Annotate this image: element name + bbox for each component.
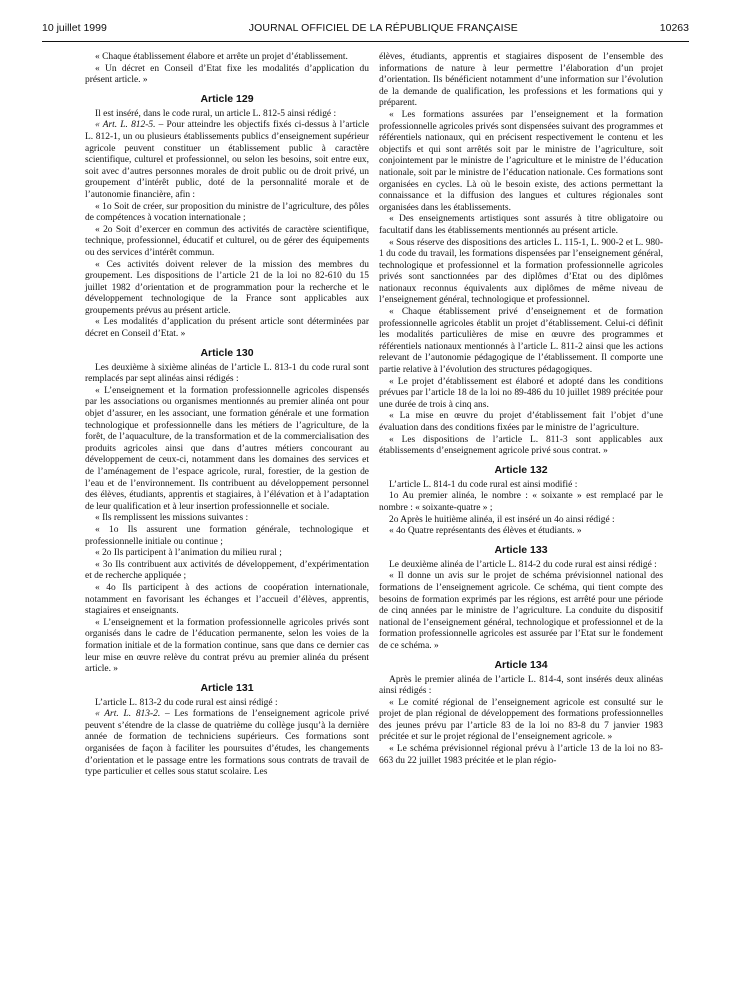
article-131-title: Article 131	[200, 681, 254, 694]
paragraph: « L’enseignement et la formation professionnelle agricoles privés sont organisés dans le cadre de l’éducation permanente, selon les voies de la formation initiale et de la formation continue, sans que dans ce dernier cas leur mise en œuvre relève du contrat prévu au premier alinéa du présent article. »	[85, 617, 369, 675]
paragraph: « 2o Soit d’exercer en commun des activités de caractère scientifique, technique, professionnel, éducatif et culturel, ou de gérer des équipements ou des services d’intérêt commun.	[85, 224, 369, 258]
paragraph	[85, 120, 369, 201]
paragraph: « L’enseignement et la formation professionnelle agricoles dispensés par les associations ou organismes mentionnés au premier alinéa ont pour objet d’assurer, en les associant, une formation générale et une formation technologique et professionnelle dans les métiers de l’agriculture, de la forêt, de l’aquaculture, de la transformation et de la commercialisation des produits agricoles ainsi que dans d’autres métiers concourant au développement de ceux-ci, notamment dans les domaines des services et de l’aménagement de l’espace agricole, rural, forestier, de la gestion de l’eau et de l’environnement. Ils contribuent au développement personnel des élèves, étudiants, apprentis et stagiaires, à l’élévation et à l’adaptation de leur qualification et à leur insertion professionnelle et sociale.	[85, 385, 369, 512]
paragraph: « Les modalités d’application du présent article sont déterminées par décret en Conseil d’Etat. »	[85, 317, 369, 340]
text-columns	[85, 52, 663, 982]
article-ref: « Art. L. 812-5.	[95, 120, 156, 131]
article-134-title: Article 134	[494, 658, 548, 671]
paragraph: « La mise en œuvre du projet d’établissement fait l’objet d’une évaluation dans des conditions fixées par le ministre de l’agriculture.	[379, 411, 663, 433]
paragraph: « Le projet d’établissement est élaboré et adopté dans les conditions prévues par l’article 18 de la loi no 89-486 du 10 juillet 1989 précitée pour une durée de trois à cinq ans.	[379, 376, 663, 410]
paragraph: L’article L. 813-2 du code rural est ainsi rédigé :	[95, 697, 278, 708]
left-column	[85, 52, 369, 982]
paragraph: « 4o Ils participent à des actions de coopération internationale, notamment en favorisant les échanges et l’accueil d’élèves, apprentis, stagiaires et enseignants.	[85, 582, 369, 617]
paragraph	[85, 709, 369, 779]
paragraph: « Les formations assurées par l’enseignement et la formation professionnelle agricoles privés sont dispensées suivant des programmes et référentiels nationaux, qui en précisent respectivement le contenu et les objectifs et qui sont arrêtés soit par le ministre de l’agriculture, soit conjointement par le ministre de l’agriculture et le ministre de l’éducation nationale, soit par le ministre de l’éducation nationale. Ces formations sont organisées en cycles. Là où le besoin existe, des actions permettant la connaissance et la diffusion des langues et cultures régionales sont organisées dans les établissements.	[379, 109, 663, 213]
paragraph: élèves, étudiants, apprentis et stagiaires disposent de l’ensemble des informations de nature à leur permettre l’élaboration d’un projet d’orientation. Ils bénéficient notamment d’une information sur l’évolution de la demande de qualification, les professions et les formations qui y préparent.	[379, 52, 663, 109]
header-date: 10 juillet 1999	[42, 22, 107, 34]
article-ref: « Art. L. 813-2.	[95, 709, 161, 720]
article-132-title: Article 132	[494, 463, 548, 476]
paragraph: Le deuxième alinéa de l’article L. 814-2 du code rural est ainsi rédigé :	[389, 559, 657, 570]
paragraph: « Chaque établissement élabore et arrête un projet d’établissement.	[95, 52, 348, 62]
paragraph: L’article L. 814-1 du code rural est ainsi modifié :	[389, 479, 578, 490]
paragraph-text: – Les formations de l’enseignement agricole privé peuvent s’étendre de la classe de quatrième du collège jusqu’à la dernière année de formation de techniciens supérieurs. Ces formations sont organisées de façon à faciliter les poursuites d’études, les changements d’orientation et le passage entre les formations sous contrats de travail de type particulier et celles sous statut scolaire. Les	[85, 709, 370, 778]
article-129-title: Article 129	[200, 92, 254, 105]
header-rule	[42, 41, 689, 42]
paragraph: « 3o Ils contribuent aux activités de développement, d’expérimentation et de recherche appliquée ;	[85, 559, 369, 582]
paragraph: 2o Après le huitième alinéa, il est inséré un 4o ainsi rédigé :	[389, 514, 615, 525]
right-column	[379, 52, 663, 982]
paragraph: 1o Au premier alinéa, le nombre : « soixante » est remplacé par le nombre : « soixante-quatre » ;	[379, 491, 663, 513]
article-130-title: Article 130	[200, 346, 254, 359]
paragraph-text: – Pour atteindre les objectifs fixés ci-dessus à l’article L. 812-1, un ou plusieurs établissements publics d’enseignement supérieur agricole peuvent constituer un établissement public à caractère scientifique, culturel et professionnel, ou selon les besoins, soit entre eux, soit avec d’autres personnes morales de droit public ou de droit privé, un groupement d’intérêt public, doté de la personnalité morale et de l’autonomie financière, afin :	[85, 120, 370, 200]
paragraph: « 4o Quatre représentants des élèves et étudiants. »	[389, 526, 582, 537]
paragraph: « Chaque établissement privé d’enseignement et de formation professionnelle agricoles établit un projet d’établissement. Celui-ci définit les modalités particulières de mise en œuvre des programmes et référentiels nationaux mentionnés à l’article L. 811-2 ainsi que les actions relevant de l’autonomie pédagogique de l’établissement. Il comporte une partie relative à l’évolution des structures pédagogiques.	[379, 307, 663, 376]
paragraph: « Sous réserve des dispositions des articles L. 115-1, L. 900-2 et L. 980-1 du code du travail, les formations dispensées par l’enseignement général, technologique et professionnel et la formation professionnelle agricoles privés sont sanctionnées par des diplômes d’Etat ou des diplômes nationaux reconnus équivalents aux diplômes de même niveau de l’enseignement général, technologique et professionnel.	[379, 237, 663, 306]
header-page-number: 10263	[659, 22, 689, 34]
paragraph: « Il donne un avis sur le projet de schéma prévisionnel national des formations de l’enseignement agricole. Ce schéma, qui tient compte des besoins de formation exprimés par les régions, est arrêté pour une période de cinq années par le ministre de l’agriculture. La conduite du dispositif national de l’enseignement général, technologique et professionnel et de la formation professionnelle agricoles est assurée par l’Etat sur le fondement de ce schéma. »	[379, 571, 663, 651]
article-133-title: Article 133	[494, 543, 548, 556]
paragraph: Après le premier alinéa de l’article L. 814-4, sont insérés deux alinéas ainsi rédigés :	[379, 674, 663, 697]
paragraph: « Des enseignements artistiques sont assurés à titre obligatoire ou facultatif dans les établissements mentionnés au présent article.	[379, 214, 663, 236]
paragraph: « Ces activités doivent relever de la mission des membres du groupement. Les dispositions de l’article 21 de la loi no 82-610 du 15 juillet 1982 d’orientation et de programmation pour la recherche et le développement technologique de la France sont applicables aux groupements prévus au présent article.	[85, 259, 369, 316]
paragraph: « Le schéma prévisionnel régional prévu à l’article 13 de la loi no 83-663 du 22 juillet 1983 précitée et le plan régio-	[379, 744, 663, 766]
paragraph: « 1o Soit de créer, sur proposition du ministre de l’agriculture, des pôles de compétences à vocation internationale ;	[85, 201, 369, 224]
page-header	[42, 22, 689, 40]
paragraph: « 1o Ils assurent une formation générale, technologique et professionnelle initiale ou continue ;	[85, 524, 369, 547]
paragraph: « Le comité régional de l’enseignement agricole est consulté sur le projet de plan régional de développement des formations professionnelles des jeunes prévu par l’article 83 de la loi no 83-8 du 7 janvier 1983 précitée et sur le projet régional de l’enseignement agricole. »	[379, 697, 663, 743]
paragraph: Les deuxième à sixième alinéas de l’article L. 813-1 du code rural sont remplacés par sept alinéas ainsi rédigés :	[85, 362, 369, 385]
paragraph: « 2o Ils participent à l’animation du milieu rural ;	[95, 548, 282, 559]
paragraph: « Ils remplissent les missions suivantes :	[95, 513, 249, 524]
paragraph: Il est inséré, dans le code rural, un article L. 812-5 ainsi rédigé :	[95, 108, 337, 119]
paragraph: « Un décret en Conseil d’Etat fixe les modalités d’application du présent article. »	[85, 63, 369, 86]
header-journal-title: JOURNAL OFFICIEL DE LA RÉPUBLIQUE FRANÇAISE	[248, 22, 518, 34]
paragraph: « Les dispositions de l’article L. 811-3 sont applicables aux établissements d’enseignement agricole privé sous contrat. »	[379, 434, 663, 457]
